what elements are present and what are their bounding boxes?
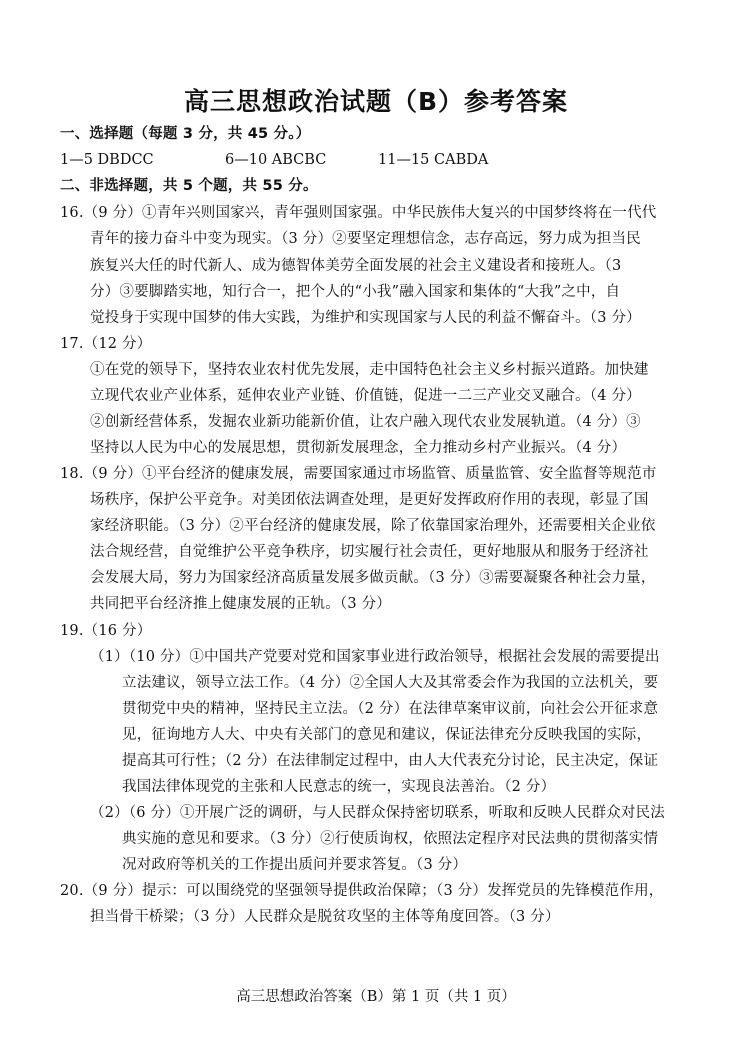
q17-line-2: 立现代农业产业体系，延伸农业产业链、价值链，促进一二三产业交叉融合。（4 分） [90,388,641,404]
q17-heading: 17.（12 分） [60,336,152,352]
q18-line-5: 会发展大局，努力为国家经济高质量发展多做贡献。（3 分）③需要凝聚各种社会力量， [90,570,656,586]
q19-part1-line-1: （1）（10 分）①中国共产党要对党和国家事业进行政治领导，根据社会发展的需要提出 [90,649,660,665]
q17-line-3: ②创新经营体系，发掘农业新功能新价值，让农户融入现代农业发展轨道。（4 分）③ [90,414,641,430]
q18-line-3: 家经济职能。（3 分）②平台经济的健康发展，除了依靠国家治理外，还需要相关企业依 [90,518,656,534]
page-footer: 高三思想政治答案（B）第 1 页（共 1 页） [236,989,516,1005]
page-title: 高三思想政治试题（B）参考答案 [183,87,569,116]
q19-heading: 19.（16 分） [60,623,152,639]
q18-line-2: 场秩序，保护公平竞争。对美团依法调查处理，是更好发挥政府作用的表现，彰显了国 [90,492,649,508]
q19-part2-line-1: （2）（6 分）①开展广泛的调研，与人民群众保持密切联系，听取和反映人民群众对民法 [90,805,666,821]
answers-11-15: 11—15 CABDA [378,152,489,168]
section1-heading: 一、选择题（每题 3 分，共 45 分。） [60,126,311,142]
q19-part1-line-6: 我国法律体现党的主张和人民意志的统一，实现良法善治。（2 分） [122,779,556,795]
q16-line-1: 16.（9 分）①青年兴则国家兴，青年强则国家强。中华民族伟大复兴的中国梦终将在一代代 [60,205,657,221]
q19-part2-line-2: 典实施的意见和要求。（3 分）②行使质询权，依照法定程序对民法典的贯彻落实情 [122,831,659,847]
q20-line-1: 20.（9 分）提示：可以围绕党的坚强领导提供政治保障；（3 分）发挥党员的先锋模范作用， [60,883,664,899]
q16-line-2: 青年的接力奋斗中变为现实。（3 分）②要坚定理想信念，志存高远，努力成为担当民 [90,231,641,247]
q20-line-2: 担当骨干桥梁；（3 分）人民群众是脱贫攻坚的主体等角度回答。（3 分） [90,909,560,925]
q18-line-6: 共同把平台经济推上健康发展的正轨。（3 分） [90,596,391,612]
q17-line-4: 坚持以人民为中心的发展思想，贯彻新发展理念，全力推动乡村产业振兴。（4 分） [90,440,627,456]
q18-line-1: 18.（9 分）①平台经济的健康发展，需要国家通过市场监管、质量监管、安全监督等规范市 [60,466,657,482]
q17-line-1: ①在党的领导下，坚持农业农村优先发展，走中国特色社会主义乡村振兴道路。加快建 [90,362,649,378]
section2-heading: 二、非选择题，共 5 个题，共 55 分。 [60,178,318,194]
answers-1-5: 1—5 DBDCC [60,152,154,168]
q19-part1-line-5: 提高其可行性；（2 分）在法律制定过程中，由人大代表充分讨论，民主决定，保证 [122,753,659,769]
q18-line-4: 法合规经营，自觉维护公平竞争秩序，切实履行社会责任，更好地服从和服务于经济社 [90,544,649,560]
q16-line-4: 分）③要脚踏实地，知行合一，把个人的“小我”融入国家和集体的“大我”之中，自 [90,284,621,300]
q19-part1-line-2: 立法建议，领导立法工作。（4 分）②全国人大及其常委会作为我国的立法机关，要 [122,675,659,691]
q19-part1-line-3: 贯彻党中央的精神，坚持民主立法。（2 分）在法律草案审议前，向社会公开征求意 [122,701,659,717]
q19-part1-line-4: 见，征询地方人大、中央有关部门的意见和建议，保证法律充分反映我国的实际， [122,727,652,743]
q16-line-5: 觉投身于实现中国梦的伟大实践，为维护和实现国家与人民的利益不懈奋斗。（3 分） [90,310,641,326]
answers-6-10: 6—10 ABCBC [225,152,327,168]
q16-line-3: 族复兴大任的时代新人、成为德智体美劳全面发展的社会主义建设者和接班人。（3 [90,258,622,274]
q19-part2-line-3: 况对政府等机关的工作提出质问并要求答复。（3 分） [122,857,468,873]
